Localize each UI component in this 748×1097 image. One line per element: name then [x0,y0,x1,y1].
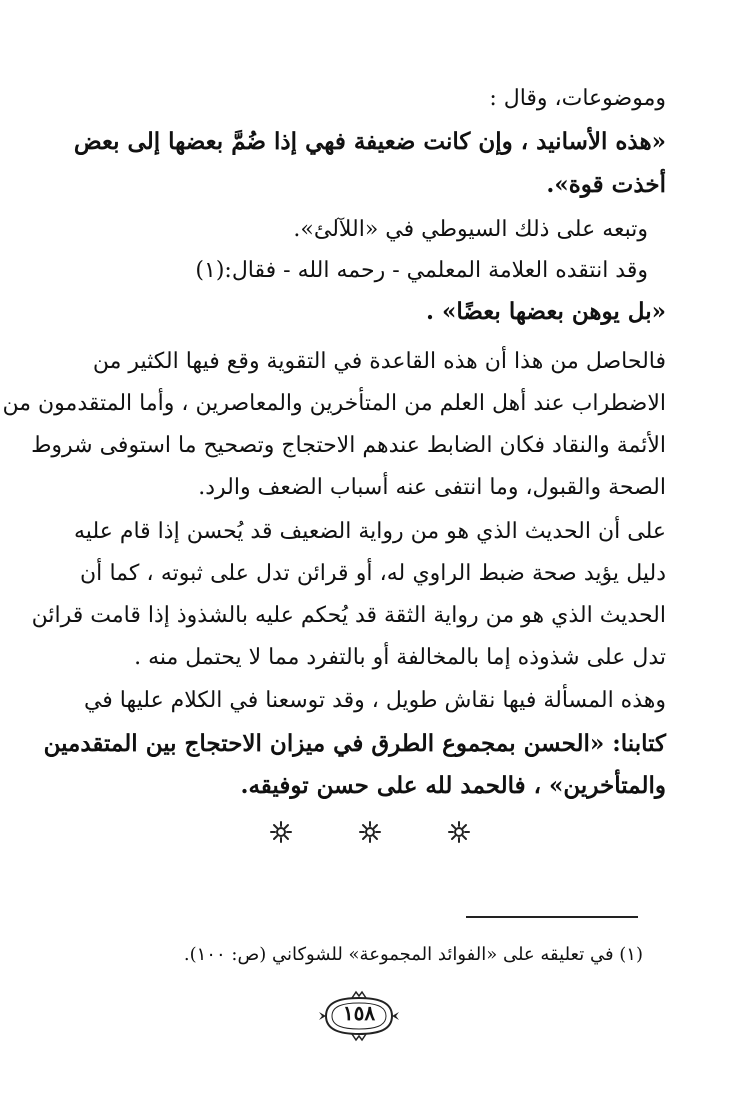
text-line-9: الأئمة والنقاد فكان الضابط عندهم الاحتجاج وتصحيح ما استوفى شروط [31,433,666,458]
footnote-text: (١) في تعليقه على «الفوائد المجموعة» للشوكاني (ص: ١٠٠). [183,944,643,965]
text-line-15: وهذه المسألة فيها نقاش طويل ، وقد توسعنا في الكلام عليها في [83,688,666,713]
footnote-separator [466,916,638,918]
flower-ornament-icon [359,821,381,843]
text-line-11: على أن الحديث الذي هو من رواية الضعيف قد يُحسن إذا قام عليه [74,519,666,544]
flower-ornament-icon [448,821,470,843]
text-line-5: وقد انتقده العلامة المعلمي - رحمه الله - فقال:(١) [195,258,648,283]
text-line-1: وموضوعات، وقال : [489,86,666,111]
section-end-ornaments [270,821,470,843]
page-number-badge [316,990,402,1042]
text-line-2: «هذه الأسانيد ، وإن كانت ضعيفة فهي إذا ضُمَّ بعضها إلى بعض [73,128,666,155]
text-line-3: أخذت قوة». [546,171,666,198]
text-line-14: تدل على شذوذه إما بالمخالفة أو بالتفرد مما لا يحتمل منه . [134,645,666,670]
text-line-10: الصحة والقبول، وما انتفى عنه أسباب الضعف والرد. [198,475,666,500]
text-line-16: كتابنا: «الحسن بمجموع الطرق في ميزان الاحتجاج بين المتقدمين [43,730,666,757]
flower-ornament-icon [270,821,292,843]
text-line-8: الاضطراب عند أهل العلم من المتأخرين والمعاصرين ، وأما المتقدمون من [2,391,666,416]
page-number: ١٥٨ [342,1001,376,1025]
text-line-4: وتبعه على ذلك السيوطي في «اللآلئ». [293,217,648,242]
text-line-13: الحديث الذي هو من رواية الثقة قد يُحكم عليه بالشذوذ إذا قامت قرائن [31,603,666,628]
text-line-6: «بل يوهن بعضها بعضًا» . [425,298,666,325]
text-line-12: دليل يؤيد صحة ضبط الراوي له، أو قرائن تدل على ثبوته ، كما أن [80,561,666,586]
text-line-17: والمتأخرين» ، فالحمد لله على حسن توفيقه. [240,772,666,799]
text-line-7: فالحاصل من هذا أن هذه القاعدة في التقوية وقع فيها الكثير من [92,349,666,374]
